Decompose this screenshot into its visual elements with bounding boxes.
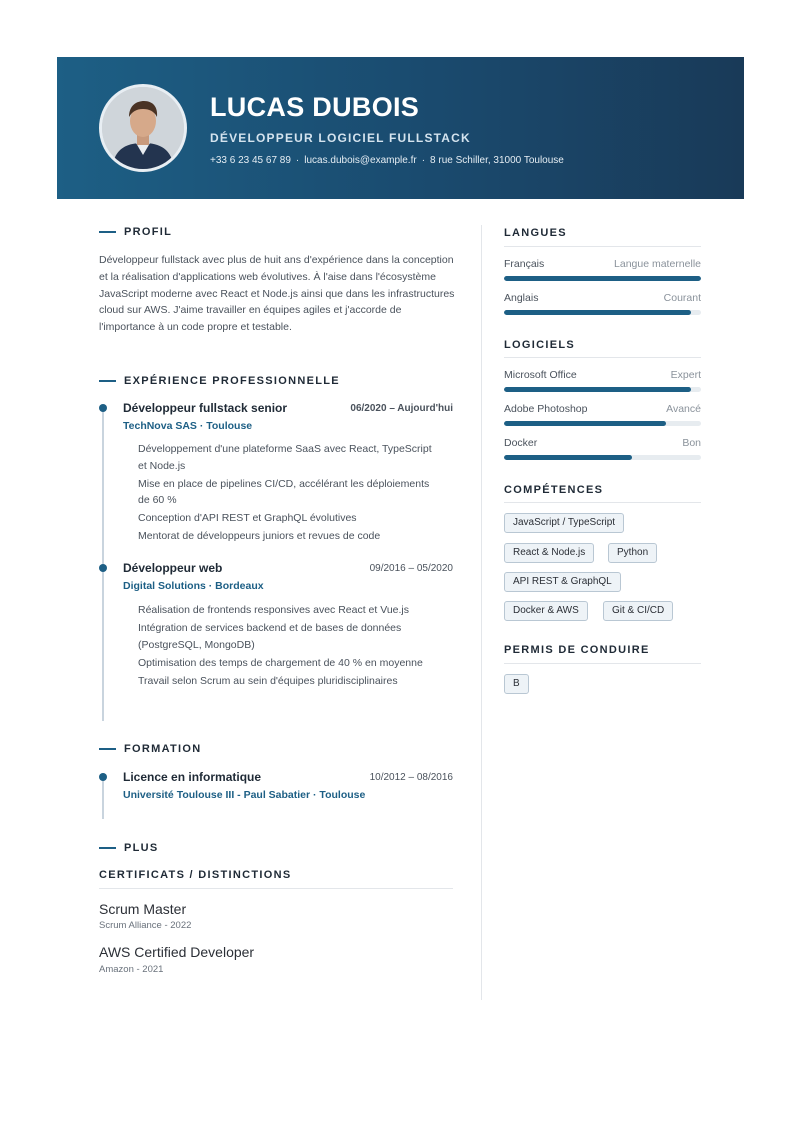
- experience-timeline: [102, 405, 104, 721]
- skill-tag: API REST & GraphQL: [504, 572, 621, 592]
- software-level-bar: [504, 455, 701, 460]
- software-name: Docker: [504, 437, 538, 449]
- profile-photo: [99, 84, 187, 172]
- software-level: Expert: [670, 369, 701, 381]
- skills-heading: COMPÉTENCES: [504, 484, 604, 496]
- level-fill: [504, 310, 691, 315]
- contact-email: lucas.dubois@example.fr: [304, 155, 417, 166]
- license-tag: B: [504, 674, 529, 694]
- job-task: Travail selon Scrum au sein d'équipes pluridisciplinaires: [138, 674, 398, 687]
- skills-rule: [504, 502, 701, 503]
- contact-phone: +33 6 23 45 67 89: [210, 155, 291, 166]
- level-fill: [504, 276, 701, 281]
- software-row: [504, 437, 701, 449]
- cert-issuer: Scrum Alliance - 2022: [99, 920, 192, 931]
- section-title-extras: [99, 842, 159, 854]
- job-tasks: [138, 602, 438, 691]
- software-level: Avancé: [666, 403, 701, 415]
- job-tasks: [138, 441, 438, 546]
- job-task: Intégration de services backend et de bases de données (PostgreSQL, MongoDB): [138, 622, 402, 651]
- candidate-title: DÉVELOPPEUR LOGICIEL FULLSTACK: [210, 131, 471, 145]
- language-level-bar: [504, 276, 701, 281]
- software-name: Adobe Photoshop: [504, 403, 588, 415]
- section-title-education: [99, 743, 202, 755]
- job-title: Développeur fullstack senior: [123, 401, 288, 415]
- license-heading: PERMIS DE CONDUIRE: [504, 644, 650, 656]
- timeline-dot: [99, 564, 107, 572]
- language-row: [504, 258, 701, 270]
- section-dash: [99, 847, 116, 849]
- job-company: Digital Solutions · Bordeaux: [123, 580, 264, 592]
- skill-tag: React & Node.js: [504, 543, 594, 563]
- timeline-dot: [99, 773, 107, 781]
- section-heading: FORMATION: [124, 743, 202, 755]
- job-task: Optimisation des temps de chargement de 40 % en moyenne: [138, 656, 423, 669]
- certs-heading: CERTIFICATS / DISTINCTIONS: [99, 869, 292, 881]
- profile-summary: Développeur fullstack avec plus de huit ans d'expérience dans la conception et la réalisation d'applications web évolutives. À l'aise dans l'écosystème JavaScript moderne avec React et Node.js ainsi que dans les infrastructures cloud sur AWS. J'aime travailler en équipes agiles et j'accorde de l'importance à un code propre et testable.: [99, 254, 455, 334]
- software-rule: [504, 357, 701, 358]
- languages-rule: [504, 246, 701, 247]
- software-name: Microsoft Office: [504, 369, 577, 381]
- software-row: [504, 369, 701, 381]
- job-date: 09/2016 – 05/2020: [369, 563, 453, 574]
- header-banner: [57, 57, 744, 199]
- software-level: Bon: [682, 437, 701, 449]
- language-row: [504, 292, 701, 304]
- skill-tag: Git & CI/CD: [603, 601, 673, 621]
- degree-title: Licence en informatique: [123, 770, 262, 784]
- section-heading: PLUS: [124, 842, 159, 854]
- language-name: Anglais: [504, 292, 539, 304]
- language-level-bar: [504, 310, 701, 315]
- timeline-dot: [99, 404, 107, 412]
- degree-school: Université Toulouse III - Paul Sabatier · Toulouse: [123, 789, 366, 801]
- job-task: Conception d'API REST et GraphQL évolutives: [138, 512, 357, 524]
- software-level-bar: [504, 421, 701, 426]
- cert-issuer: Amazon - 2021: [99, 964, 164, 975]
- job-task: Mentorat de développeurs juniors et revues de code: [138, 530, 381, 542]
- software-heading: LOGICIELS: [504, 339, 575, 351]
- skill-tag: Docker & AWS: [504, 601, 588, 621]
- section-heading: PROFIL: [124, 226, 173, 238]
- software-row: [504, 403, 701, 415]
- job-task: Réalisation de frontends responsives avec React et Vue.js: [138, 604, 410, 616]
- contact-separator: ·: [421, 155, 426, 166]
- cert-name: Scrum Master: [99, 901, 187, 917]
- language-level: Courant: [663, 292, 701, 304]
- languages-heading: LANGUES: [504, 227, 567, 239]
- level-fill: [504, 421, 666, 426]
- portrait-photo-icon: [102, 87, 184, 169]
- section-title-experience: [99, 375, 340, 387]
- cert-name: AWS Certified Developer: [99, 944, 255, 960]
- contact-separator: ·: [295, 155, 300, 166]
- level-fill: [504, 455, 632, 460]
- skill-tag: JavaScript / TypeScript: [504, 513, 624, 533]
- software-level-bar: [504, 387, 701, 392]
- candidate-name: LUCAS DUBOIS: [210, 92, 420, 122]
- job-task: Mise en place de pipelines CI/CD, accélérant les déploiements de 60 %: [138, 477, 430, 506]
- job-title: Développeur web: [123, 561, 223, 575]
- section-title-profile: [99, 226, 172, 238]
- section-dash: [99, 380, 116, 382]
- contact-line: [210, 155, 564, 166]
- job-company: TechNova SAS · Toulouse: [123, 420, 253, 432]
- job-task: Développement d'une plateforme SaaS avec React, TypeScript et Node.js: [138, 443, 432, 472]
- license-rule: [504, 663, 701, 664]
- section-heading: EXPÉRIENCE PROFESSIONNELLE: [124, 375, 340, 387]
- language-name: Français: [504, 258, 545, 270]
- certs-rule: [99, 888, 453, 889]
- degree-date: 10/2012 – 08/2016: [369, 772, 453, 783]
- section-dash: [99, 748, 116, 750]
- column-divider: [481, 225, 482, 1000]
- level-fill: [504, 387, 691, 392]
- contact-address: 8 rue Schiller, 31000 Toulouse: [430, 155, 564, 166]
- section-dash: [99, 231, 116, 233]
- language-level: Langue maternelle: [614, 258, 701, 270]
- job-date: 06/2020 – Aujourd'hui: [350, 403, 453, 414]
- skill-tag: Python: [608, 543, 657, 563]
